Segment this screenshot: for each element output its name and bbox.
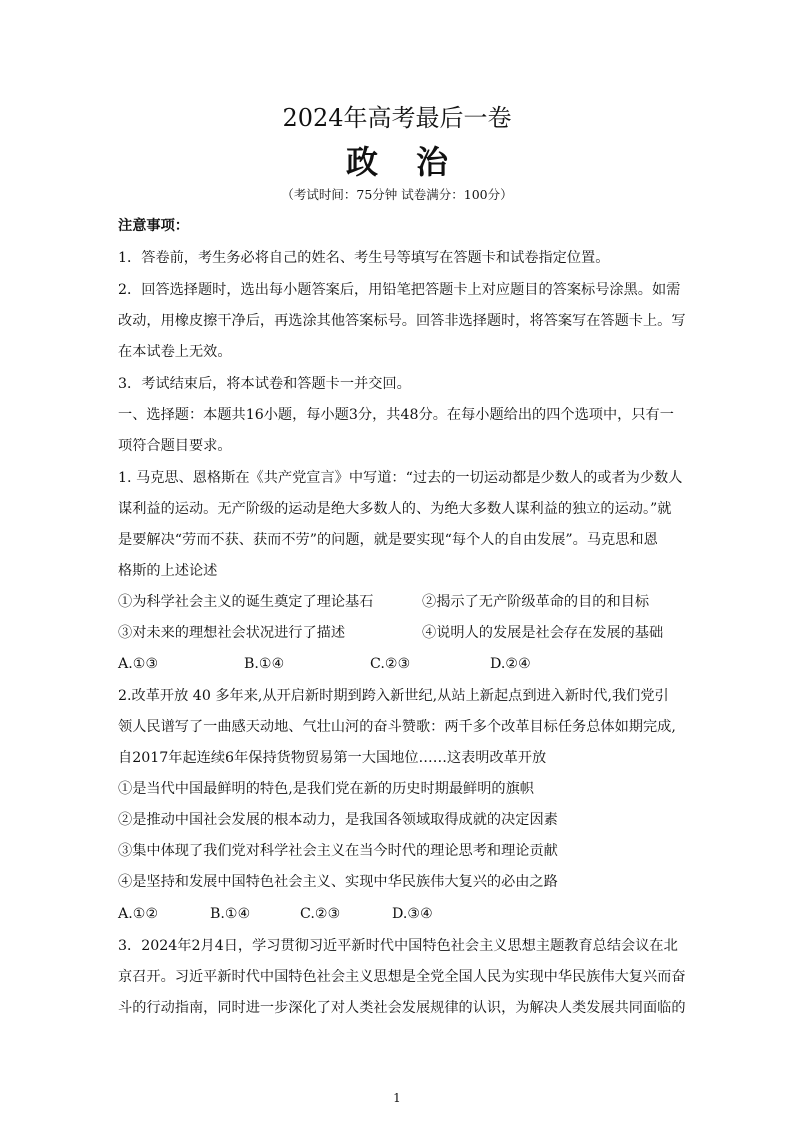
- question-1-option: ③对未来的理想社会状况进行了描述: [118, 625, 346, 641]
- exam-time-info: （考试时间：75分钟 试卷满分：100分）: [281, 187, 513, 202]
- question-1-stem: 格斯的上述论述: [118, 563, 218, 579]
- question-2-stem: 2.改革开放 40 多年来,从开启新时期到跨入新世纪,从站上新起点到进入新时代,我们党引: [118, 688, 669, 704]
- notice-line: 3．考试结束后，将本试卷和答题卡一并交回。: [118, 376, 411, 392]
- question-2-stem: 领人民谱写了一曲感天动地、气壮山河的奋斗赞歌：两千多个改革目标任务总体如期完成,: [118, 719, 676, 735]
- page-number: 1: [393, 1091, 401, 1105]
- question-2-option: ④是坚持和发展中国特色社会主义、实现中华民族伟大复兴的必由之路: [118, 874, 558, 890]
- question-1-stem: 是要解决“劳而不获、获而不劳”的问题，就是要实现“每个人的自由发展”。马克思和恩: [118, 532, 658, 548]
- question-2-answer-choice: A.①②: [118, 906, 159, 922]
- question-1-answer-choice: A.①③: [118, 656, 159, 672]
- notice-line: 1．答卷前，考生务必将自己的姓名、考生号等填写在答题卡和试卷指定位置。: [118, 250, 610, 266]
- question-2-option: ①是当代中国最鲜明的特色,是我们党在新的历史时期最鲜明的旗帜: [118, 781, 534, 797]
- question-2-answer-choice: D.③④: [392, 906, 433, 922]
- question-1-answer-choice: C.②③: [370, 656, 411, 672]
- notice-line: 2．回答选择题时，选出每小题答案后，用铅笔把答题卡上对应题目的答案标号涂黑。如需: [118, 282, 681, 298]
- question-3-stem: 3．2024年2月4日，学习贯彻习近平新时代中国特色社会主义思想主题教育总结会议在北: [118, 938, 678, 954]
- question-1-option: ①为科学社会主义的诞生奠定了理论基石: [118, 594, 374, 610]
- question-1-option: ④说明人的发展是社会存在发展的基础: [422, 625, 664, 641]
- question-1-stem: 谋利益的运动。无产阶级的运动是绝大多数人的、为绝大多数人谋利益的独立的运动。”就: [118, 501, 672, 517]
- question-1-answer-choice: D.②④: [490, 656, 531, 672]
- question-1-answer-choice: B.①④: [244, 656, 285, 672]
- question-2-answer-choice: C.②③: [300, 906, 341, 922]
- question-1-option: ②揭示了无产阶级革命的目的和目标: [422, 594, 650, 610]
- question-2-stem: 自2017年起连续6年保持货物贸易第一大国地位……这表明改革开放: [118, 750, 547, 766]
- subject-title: 政治: [345, 143, 486, 181]
- notice-line: 在本试卷上无效。: [118, 344, 232, 360]
- question-3-stem: 京召开。习近平新时代中国特色社会主义思想是全党全国人民为实现中华民族伟大复兴而奋: [118, 969, 686, 985]
- question-2-answer-choice: B.①④: [210, 906, 251, 922]
- question-2-option: ③集中体现了我们党对科学社会主义在当今时代的理论思考和理论贡献: [118, 843, 558, 859]
- section-intro: 一、选择题：本题共16小题，每小题3分，共48分。在每小题给出的四个选项中，只有一: [118, 407, 674, 423]
- section-intro: 项符合题目要求。: [118, 438, 232, 454]
- question-1-stem: 1. 马克思、恩格斯在《共产党宣言》中写道：“过去的一切运动都是少数人的或者为少数人: [118, 470, 683, 486]
- notice-heading: 注意事项：: [118, 218, 189, 234]
- exam-title: 2024年高考最后一卷: [282, 104, 512, 132]
- notice-line: 改动，用橡皮擦干净后，再选涂其他答案标号。回答非选择题时，将答案写在答题卡上。写: [118, 313, 686, 329]
- question-3-stem: 斗的行动指南，同时进一步深化了对人类社会发展规律的认识，为解决人类发展共同面临的: [118, 1000, 686, 1016]
- question-2-option: ②是推动中国社会发展的根本动力，是我国各领域取得成就的决定因素: [118, 812, 558, 828]
